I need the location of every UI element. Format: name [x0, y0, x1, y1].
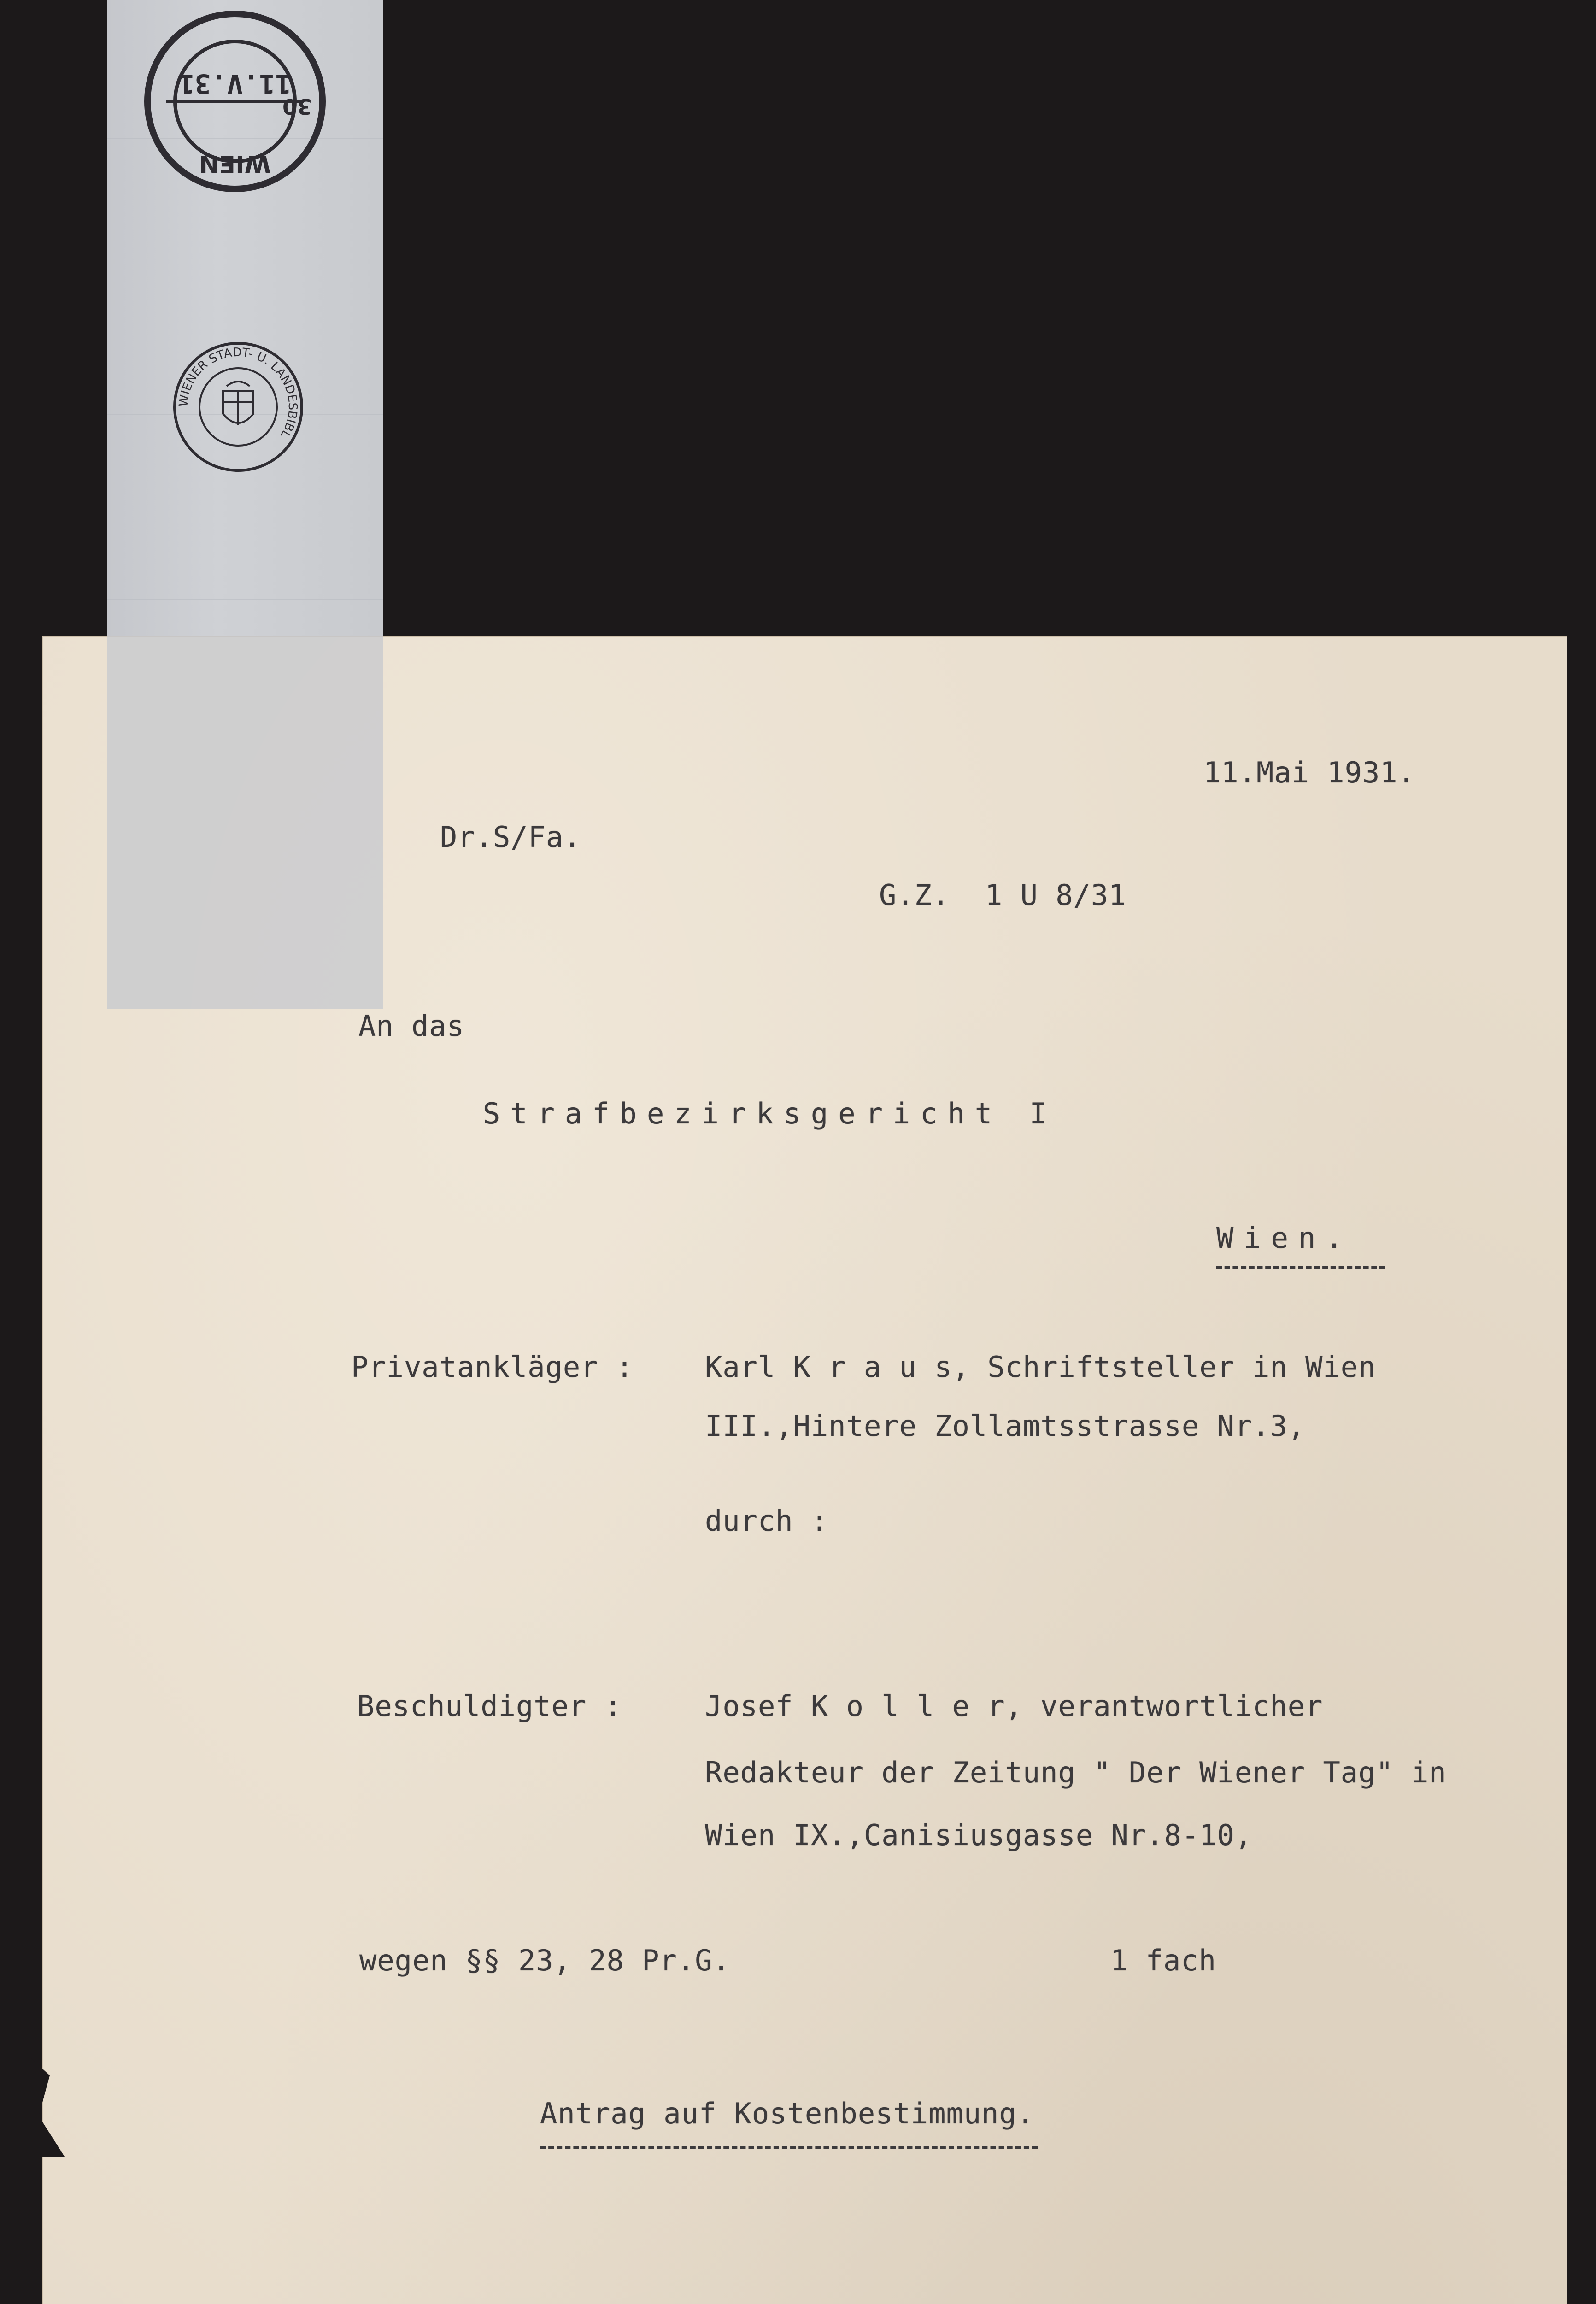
- defendant-label: Beschuldigter :: [357, 1689, 622, 1723]
- court-name: Strafbezirksgericht I: [483, 1097, 1057, 1130]
- subject-underline: [540, 2146, 1038, 2152]
- copies-count: 1 fach: [1110, 1944, 1216, 1977]
- date-stamp: [134, 5, 336, 198]
- defendant-line-1: Josef K o l l e r, verantwortlicher: [705, 1689, 1323, 1723]
- date-stamp-number: 30: [282, 94, 312, 119]
- library-seal: [171, 340, 305, 474]
- city-underline: [1216, 1266, 1385, 1272]
- file-number: G.Z. 1 U 8/31: [879, 878, 1127, 912]
- library-seal-text: WIENER STADT- U. LANDESBIBL: [176, 345, 300, 441]
- plaintiff-line-2: III.,Hintere Zollamtsstrasse Nr.3,: [705, 1409, 1306, 1443]
- reference-initials: Dr.S/Fa.: [440, 820, 581, 854]
- letter-date: 11.Mai 1931.: [1203, 756, 1415, 789]
- plaintiff-line-1: Karl K r a u s, Schriftsteller in Wien: [705, 1350, 1376, 1384]
- date-stamp-date: 11.V.31: [178, 68, 292, 100]
- addressee-intro: An das: [358, 1009, 464, 1043]
- court-city: Wien.: [1216, 1221, 1353, 1255]
- defendant-line-3: Wien IX.,Canisiusgasse Nr.8-10,: [705, 1818, 1253, 1852]
- charge-statute: wegen §§ 23, 28 Pr.G.: [359, 1944, 730, 1977]
- plaintiff-line-3: durch :: [705, 1504, 829, 1538]
- stamp-strip-overlap: [107, 636, 383, 1009]
- defendant-line-2: Redakteur der Zeitung " Der Wiener Tag" in: [705, 1756, 1447, 1789]
- subject-line: Antrag auf Kostenbestimmung.: [540, 2097, 1035, 2130]
- plaintiff-label: Privatankläger :: [351, 1350, 634, 1384]
- date-stamp-city: WIEN: [199, 150, 271, 177]
- coat-of-arms-icon: [223, 382, 253, 425]
